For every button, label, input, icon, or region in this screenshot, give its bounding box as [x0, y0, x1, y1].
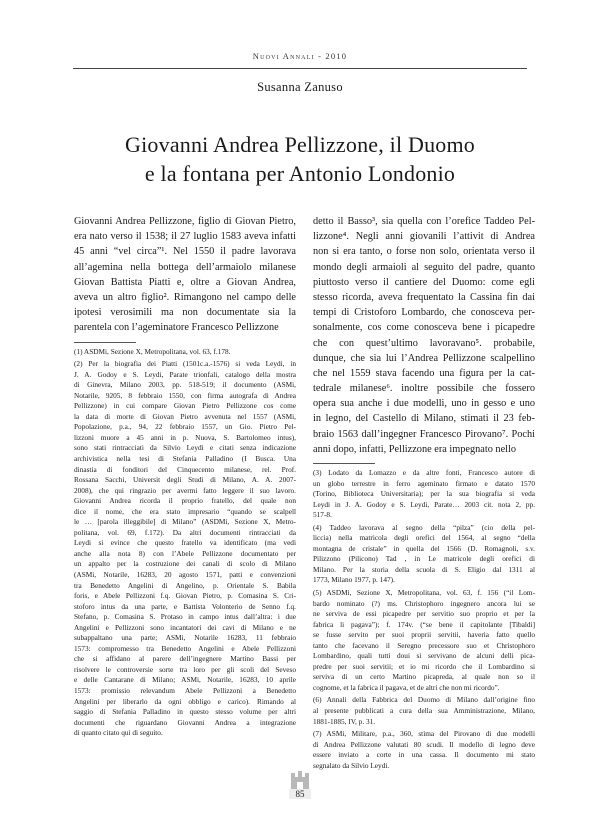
- footnote-line: Pellizzone) in cui compare Giovan Pietro Pellizzone cos come: [74, 401, 296, 411]
- footnote-line: ne serviva de essi picapedre per servitio suo proprio et per la: [313, 609, 535, 619]
- body-text-line: 45 anni “vel circa”¹. Nel 1550 il padre lavorava: [74, 246, 296, 258]
- title-line: Giovanni Andrea Pellizzone, il Duomo: [125, 132, 475, 157]
- footnote: [74, 359, 296, 739]
- footnote-separator: [74, 336, 296, 347]
- footnote-line: di Andrea Pellizzone valutati 80 scudi. Il modello di legno deve: [313, 739, 535, 749]
- footnote-line: serviva di un certo Martino picapreda, al quale non so il: [313, 672, 535, 682]
- body-text-line: all’agemina nella bottega dell’armaiolo milanese: [74, 261, 296, 273]
- footnote-line: 1773, Milano 1977, p. 147).: [313, 575, 395, 585]
- footnote-line: Milano. Per la storia della scuola di S. Eligio dal 1311 al: [313, 564, 535, 574]
- footnote-line: (Torino, Biblioteca Universitaria); per la sua biografia si veda: [313, 489, 535, 499]
- footnote: [313, 523, 535, 586]
- footnote-line: Stefano, p. Comasina S. Protaso in campo intus dall’altra: i due: [74, 612, 296, 622]
- footnote-line: Giovanni Andrea ricorda il proprio fratello, del quale non: [74, 496, 296, 506]
- footnote-line: Notarile, 9205, 8 febbraio 1550, con firma autografa di Andrea: [74, 390, 296, 400]
- footnote-line: (2) Per la biografia dei Piatti (1501c.a.-1576) si veda Leydi, in: [74, 359, 296, 369]
- footnote-line: 1881-1885, IV, p. 31.: [313, 716, 376, 726]
- body-text-line: dunque, che sia lui l’Andrea Pellizzone scalpellino: [313, 352, 535, 364]
- body-text-line: che con quest’ultimo lavoravano⁵. probabile,: [313, 337, 535, 349]
- footnote-line: archivistica nella tesi di Stefania Palladino (I Busca. Una: [74, 453, 296, 463]
- footnote-line: saggio di Stefania Palladino in questo stesso volume per altri: [74, 707, 296, 717]
- running-head: Nuovi Annali - 2010: [252, 51, 348, 61]
- body-text-line: in legno, del Castello di Milano, stimati il 23 feb-: [313, 413, 535, 425]
- footnote-line: (7) ASMi, Militare, p.a., 360, stima del Pirovano di due modelli: [313, 729, 535, 739]
- footnote-line: segnalato da Silvio Leydi.: [313, 760, 390, 770]
- footnote-line: tra Benedetto Angelini di Angelino, p. Orientale S. Babila: [74, 580, 296, 590]
- body-text-line: mondo degli armaioli al seguito del padre, quanto: [313, 261, 535, 273]
- body-text-line: aveva un altro figlio². Rimangono nel campo delle: [74, 291, 296, 303]
- footnote-line: Rossana Sacchi, Universit degli Studi di Milano, A. A. 2007-: [74, 475, 296, 485]
- footnote-line: sono stati rintracciati da Silvio Leydi e citati senza indicazione: [74, 443, 296, 453]
- footnote-line: (4) Taddeo lavorava al segno della “pilza” (cio della pel-: [313, 522, 535, 532]
- footnote-line: J. A. Godoy e S. Leydi, Parate trionfali, catalogo della mostra: [74, 369, 296, 379]
- footnote-line: la data di morte di Giovan Pietro avvenuta nel 1557 (ASMi,: [74, 411, 296, 421]
- body-text-line: braio 1563 dall’ingegner Francesco Pirovano⁷. Pochi: [313, 428, 535, 440]
- footnote-line: predre per suoi servitii; et io mi ricordo che il Lombardino si: [313, 661, 535, 671]
- footnote-line: se fusse servito per suoi proprii servitii, haveria fatto quello: [313, 630, 535, 640]
- footnote-line: che si affidano al parere dell’ingegnere Martino Bassi per: [74, 654, 296, 664]
- footnote-separator: [313, 457, 535, 468]
- body-text-line: detto il Basso³, sia quella con l’orefice Taddeo Pel-: [313, 216, 535, 227]
- footnote-line: essere inviato a corte in una cassa. Il documento mi stato: [313, 750, 535, 760]
- footnote-line: Pilizzono (Pilicono) Tad , in Le matricole degli orefici di: [313, 554, 535, 564]
- author-name: Susanna Zanuso: [257, 80, 343, 94]
- body-text-line: parentela con l’ageminatore Francesco Pellizzone: [74, 322, 279, 334]
- footnote-line: Angelini e Pellizzoni sono incantatori dei cavi di Milano e ne: [74, 622, 296, 632]
- body-text-line: era nato verso il 1538; il 27 luglio 1583 aveva infatti: [74, 231, 296, 243]
- body-text-line: non si era tanto, o forse non solo, orientata verso il: [313, 246, 535, 258]
- footnote-line: e delle Cantarane di Milano; ASMi, Notarile, 16283, 10 aprile: [74, 675, 296, 685]
- footnote-line: 517-8.: [313, 510, 332, 520]
- body-text-line: che nel 1559 stava facendo una figura per la cat-: [313, 367, 535, 379]
- footnote-line: politana, vol. 69, f.172). Da altri documenti rintracciati da: [74, 527, 296, 537]
- footnote-line: (ASMi, Notarile, 16283, 20 agosto 1571, patti e convenzioni: [74, 569, 296, 579]
- footnote-line: stoforo intus da una parte, e Battista Volonterio de Senno f.q.: [74, 601, 296, 611]
- body-text-line: lizzone⁴. Negli anni giovanili l’attivit di Andrea: [313, 231, 535, 243]
- footnote-line: liccia) nella matricola degli orefici del 1564, al segno “della: [313, 533, 535, 543]
- left-column: [74, 214, 296, 739]
- footnote-line: 1573: compromesso tra Benedetto Angelini e Abele Pellizzoni: [74, 643, 296, 653]
- footnote: [74, 347, 296, 358]
- footnote-line: di Ginevra, Milano 2003, pp. 518-519; il documento (ASMi,: [74, 380, 296, 390]
- body-text-line: piuttosto verso il cantiere del Duomo: come egli: [313, 276, 535, 288]
- footnote-line: un globo terrestre in ferro ageminato firmato e datato 1570: [313, 478, 535, 488]
- right-column: [313, 214, 535, 771]
- footnote: [313, 468, 535, 521]
- footnote-line: 2008), che qui ringrazio per avermi fatto leggere il suo lavoro.: [74, 485, 296, 495]
- footnote-line: Leydi si evince che questo fratello va identificato (ma vedi: [74, 538, 296, 548]
- footnote-line: le … [parola illeggibile] di Milano” (ASDMi, Sezione X, Metro-: [74, 517, 296, 527]
- footnote-line: Leydi in J. A. Godoy e S. Leydi, Parate… 2003 cit. nota 2, pp.: [313, 499, 535, 509]
- footnote-line: risolvere le controversie sorte tra loro per gli scoli del Seveso: [74, 664, 296, 674]
- footnote-line: subappaltano una parte; ASMi, Notarile 16283, 11 febbraio: [74, 633, 296, 643]
- body-text-line: Giovan Battista Piatti e, oltre a Giovan Andrea,: [74, 276, 296, 288]
- footnote-line: (6) Annali della Fabbrica del Duomo di Milano dall’origine fino: [313, 695, 535, 705]
- article-title: [60, 130, 540, 188]
- title-line: e la fontana per Antonio Londonio: [144, 161, 456, 186]
- footnote-line: anche alla nota 8) con l’Abele Pellizzone documentato per: [74, 548, 296, 558]
- footnote-line: bardo nominato (?) ms. Christophoro ingegnero ancora lui se: [313, 598, 535, 608]
- footnote-line: tanto che facevano il Seregno precessore suo et Christophoro: [313, 640, 535, 650]
- body-text-line: tempi di Cristoforo Lombardo, che conosceva per-: [313, 307, 535, 319]
- footnote-line: (5) ASDMi, Sezione X, Metropolitana, vol. 63, f. 156 (“il Lom-: [313, 588, 535, 598]
- footnote-line: di quanto citato qui di seguito.: [74, 728, 163, 738]
- footnote: [313, 729, 535, 771]
- body-text-line: sonalmente, cos come conosceva bene i picapedre: [313, 322, 535, 334]
- footnote-line: lizzoni muore a 45 anni in p. Nuova, S. Bartolomeo intus),: [74, 432, 296, 442]
- body-text-line: anni dopo, infatti, Pellizzone era impegnato nello: [313, 443, 517, 455]
- footnote-line: dinastia di fonditori del Cinquecento milanese, rel. Prof.: [74, 464, 296, 474]
- body-text-line: ipotesi verosimili ma non documentate sia la: [74, 307, 296, 319]
- footnote-line: al presente pubblicati a cura della sua Amministrazione, Milano,: [313, 706, 535, 716]
- footnote-line: fabrica li pagava”); f. 174v. (“se bene il capitolante [Tibaldi]: [313, 619, 535, 629]
- footnote-line: documenti che riguardano Giovanni Andrea a integrazione: [74, 717, 296, 727]
- footnote-line: un appalto per la costruzione dei canali di scolo di Milano: [74, 559, 296, 569]
- body-text-line: stesso ricorda, aveva frequentato la Cassina fin dai: [313, 291, 535, 303]
- footnote-line: (3) Lodato da Lomazzo e da altre fonti, Francesco autore di: [313, 468, 535, 477]
- footnote-line: Angelini per liberarlo da ogni obbligo e carico). Rimando al: [74, 696, 296, 706]
- footnote-line: 1573: promissio relevandum Abele Pellizzoni a Benedetto: [74, 686, 296, 695]
- footnote-line: cognome, et la fabrica il pagava, et de altri che non mi ricordo”.: [313, 682, 500, 692]
- footnote-line: Lombardino, quali tutti doui si servivano de alcuni delli pica-: [313, 651, 535, 661]
- footnote: [313, 695, 535, 727]
- page-number: 85: [289, 789, 311, 799]
- body-text-line: tedrale milanese⁶. inoltre possibile che fossero: [313, 383, 535, 395]
- body-text-line: opera sua anche i due modelli, uno in gesso e uno: [313, 398, 535, 410]
- header-rule: [73, 68, 527, 69]
- footnote-line: (1) ASDMi, Sezione X, Metropolitana, vol. 63, f.178.: [74, 346, 231, 356]
- footnote-line: foris, e Abele Pellizzoni f.q. Giovan Pietro, p. Comasina S. Cri-: [74, 591, 296, 601]
- footnote: [313, 588, 535, 693]
- body-text-line: Giovanni Andrea Pellizzone, figlio di Giovan Pietro,: [74, 216, 296, 227]
- footnote-line: Popolazione, p.a., 94, 22 febbraio 1557, un Gio. Pietro Pel-: [74, 422, 296, 432]
- footnote-line: montagna de cristale” in quella del 1566 (D. Romagnoli, s.v.: [313, 543, 535, 553]
- footnote-line: dice il nome, che era stato impresario “quando se scalpell: [74, 506, 296, 516]
